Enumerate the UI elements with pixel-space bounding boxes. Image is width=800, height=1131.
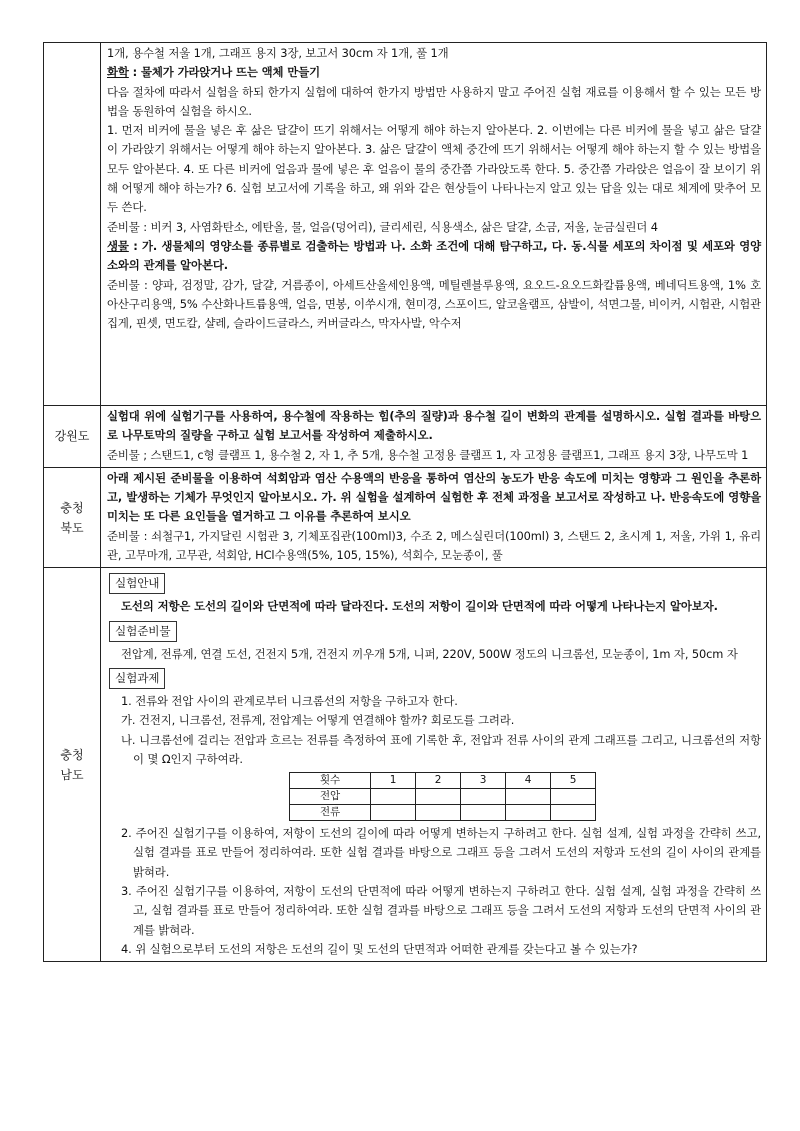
region-line-1: 충청 (60, 500, 84, 515)
row-continuation (44, 43, 767, 406)
exam-table (43, 42, 767, 962)
table-cell: 2 (416, 773, 461, 789)
measurement-table (289, 772, 596, 821)
task-text: 실험대 위에 실험기구를 사용하여, 용수철에 작용하는 힘(추의 질량)과 용수철 길이 변화의 관계를 설명하시오. 실험 결과를 바탕으로 나무토막의 질량을 구하고 실험 보고서를 작성하여 제출하시오. (107, 409, 761, 443)
guide-text: 도선의 저항은 도선의 길이와 단면적에 따라 달라진다. 도선의 저항이 길이와 단면적에 따라 어떻게 나타나는지 알아보자. (121, 599, 718, 614)
table-cell (461, 805, 506, 821)
materials-line: 1개, 용수철 저울 1개, 그래프 용지 3장, 보고서 30cm 자 1개, 풀 1개 (107, 46, 449, 60)
chem-steps: 1. 먼저 비커에 물을 넣은 후 삶은 달걀이 뜨기 위해서는 어떻게 해야 하는지 알아본다. 2. 이번에는 다른 비커에 물을 넣고 삶은 달걀이 가라앉기 위해서는 어떻게 해야 하는지 알아본다. 3. 삶은 달걀이 액체 중간에 뜨기 위해서는 어떻게 해야 하는지 할 수 있는 방법을 모두 알아본다. 4. 또 다른 비커에 얼음과 물에 넣은 후 얼음이 물의 중간쯤 가라앉도록 한다. 5. 중간쯤 가라앉은 얼음이 잘 보이기 위해 어떻게 해야 하는가? 6. 실험 보고서에 기록을 하고, 왜 위와 같은 현상들이 나타나는지 알고 있는 답을 있는 대로 체계에 맞추어 모두 쓴다. (107, 123, 761, 215)
task-1: 1. 전류와 전압 사이의 관계로부터 니크롬선의 저항을 구하고자 한다. (121, 693, 458, 708)
region-line-2: 북도 (60, 520, 84, 535)
region-cell (44, 568, 101, 962)
table-cell (506, 789, 551, 805)
table-cell: 횟수 (290, 773, 371, 789)
table-cell (371, 805, 416, 821)
table-cell: 3 (461, 773, 506, 789)
bio-title: : 가. 생물체의 영양소를 종류별로 검출하는 방법과 나. 소화 조건에 대해 탐구하고, 다. 동.식물 세포의 차이점 및 세포와 영양소와의 관계를 알아본다. (107, 238, 761, 273)
task-2: 2. 주어진 실험기구를 이용하여, 저항이 도선의 길이에 따라 어떻게 변하는지 구하려고 한다. 실험 설계, 실험 과정을 간략히 쓰고, 실험 결과를 표로 만들어 정리하여라. 또한 실험 결과를 바탕으로 그래프 등을 그려서 도선의 저항과 도선의 길이 사이의 관계를 밝혀라. (121, 826, 761, 879)
bio-heading (107, 237, 761, 276)
region-cell: 강원도 (44, 406, 101, 468)
chem-title: : 물체가 가라앉거나 뜨는 액체 만들기 (128, 65, 321, 80)
task-4: 4. 위 실험으로부터 도선의 저항은 도선의 길이 및 도선의 단면적과 어떠한 관계를 갖는다고 볼 수 있는가? (121, 941, 638, 956)
materials-text: 준비물 ; 스탠드1, c형 클램프 1, 용수철 2, 자 1, 추 5개, 용수철 고정용 클램프 1, 자 고정용 클램프1, 그래프 용지 3장, 나무도막 1 (107, 447, 749, 462)
materials-text: 준비물 : 쇠철구1, 가지달린 시험관 3, 기체포집관(100ml)3, 수조 2, 메스실린더(100ml) 3, 스탠드 2, 초시계 1, 저울, 가위 1, 유리관, 고무마개, 고무관, 석회암, HCl수용액(5%, 105, 15%), 석회수, 모눈종이, 풀 (107, 528, 761, 563)
table-cell: 1 (371, 773, 416, 789)
bio-label: 생물 (107, 238, 129, 253)
chem-label: 화학 (107, 65, 129, 80)
row-chungbuk (44, 467, 767, 567)
row-gangwon (44, 406, 767, 468)
table-header-row (290, 773, 596, 789)
task-3: 3. 주어진 실험기구를 이용하여, 저항이 도선의 단면적에 따라 어떻게 변하는지 구하려고 한다. 실험 설계, 실험 과정을 간략히 쓰고, 실험 결과를 표로 만들어 정리하여라. 또한 실험 결과를 바탕으로 그래프 등을 그려서 도선의 저항과 도선의 단면적 사이의 관계를 밝혀라. (121, 884, 761, 937)
task-text: 아래 제시된 준비물을 이용하여 석회암과 염산 수용액의 반응을 통하여 염산의 농도가 반응 속도에 미치는 영향과 그 원인을 추론하고, 발생하는 기체가 무엇인지 알아보시오. 가. 위 실험을 설계하여 실험한 후 전체 과정을 보고서로 작성하고 나. 반응속도에 영향을 미치는 또 다른 요인들을 열거하고 그 이유를 추론하여 보시오 (107, 470, 761, 524)
tasks-tag: 실험과제 (109, 668, 165, 689)
table-cell: 전류 (290, 805, 371, 821)
materials-text: 전압계, 전류계, 연결 도선, 건전지 5개, 건전지 끼우개 5개, 니퍼, 220V, 500W 정도의 니크롬선, 모눈종이, 1m 자, 50cm 자 (121, 646, 738, 661)
table-cell: 전압 (290, 789, 371, 805)
content-cell (101, 568, 767, 962)
table-cell: 5 (551, 773, 596, 789)
chem-intro: 다음 절차에 따라서 실험을 하되 한가지 실험에 대하여 한가지 방법만 사용하지 말고 주어진 실험 재료를 이용해서 할 수 있는 모든 방법을 동원하여 실험을 하시오. (107, 84, 761, 118)
table-cell (416, 789, 461, 805)
chem-materials: 준비물 : 비커 3, 사염화탄소, 에탄올, 물, 얼음(덩어리), 글리세린, 식용색소, 삶은 달걀, 소금, 저울, 눈금실린더 4 (107, 219, 658, 234)
table-row-voltage (290, 789, 596, 805)
task-1b: 나. 니크롬선에 걸리는 전압과 흐르는 전류를 측정하여 표에 기록한 후, 전압과 전류 사이의 관계 그래프를 그리고, 니크롬선의 저항이 몇 Ω인지 구하여라. (121, 732, 761, 766)
region-cell-empty (44, 43, 101, 406)
table-cell (416, 805, 461, 821)
row-chungnam (44, 568, 767, 962)
table-cell (551, 789, 596, 805)
region-line-1: 충청 (60, 747, 84, 762)
materials-tag: 실험준비물 (109, 621, 177, 642)
region-cell (44, 467, 101, 567)
chem-heading (107, 63, 761, 82)
region-line-2: 남도 (60, 767, 84, 782)
content-cell (101, 43, 767, 406)
table-cell (506, 805, 551, 821)
table-cell (461, 789, 506, 805)
table-cell (551, 805, 596, 821)
task-1a: 가. 건전지, 니크롬선, 전류계, 전압계는 어떻게 연결해야 할까? 회로도를 그려라. (121, 713, 515, 728)
bio-materials: 준비물 : 양파, 검정말, 감가, 달걀, 거름종이, 아세트산올세인용액, 메틸렌블루용액, 요오드-요오드화칼륨용액, 베네딕트용액, 1% 호아산구리용액, 5% 수산화나트륨용액, 얼음, 면봉, 이쑤시개, 현미경, 스포이드, 알코올램프, 삼발이, 석면그물, 비이커, 시험관, 시험관집게, 핀셋, 면도칼, 샬레, 슬라이드글라스, 커버글라스, 막자사발, 악수저 (107, 277, 761, 331)
content-cell (101, 467, 767, 567)
table-row-current (290, 805, 596, 821)
guide-tag: 실험안내 (109, 573, 165, 594)
table-cell: 4 (506, 773, 551, 789)
content-cell (101, 406, 767, 468)
table-cell (371, 789, 416, 805)
